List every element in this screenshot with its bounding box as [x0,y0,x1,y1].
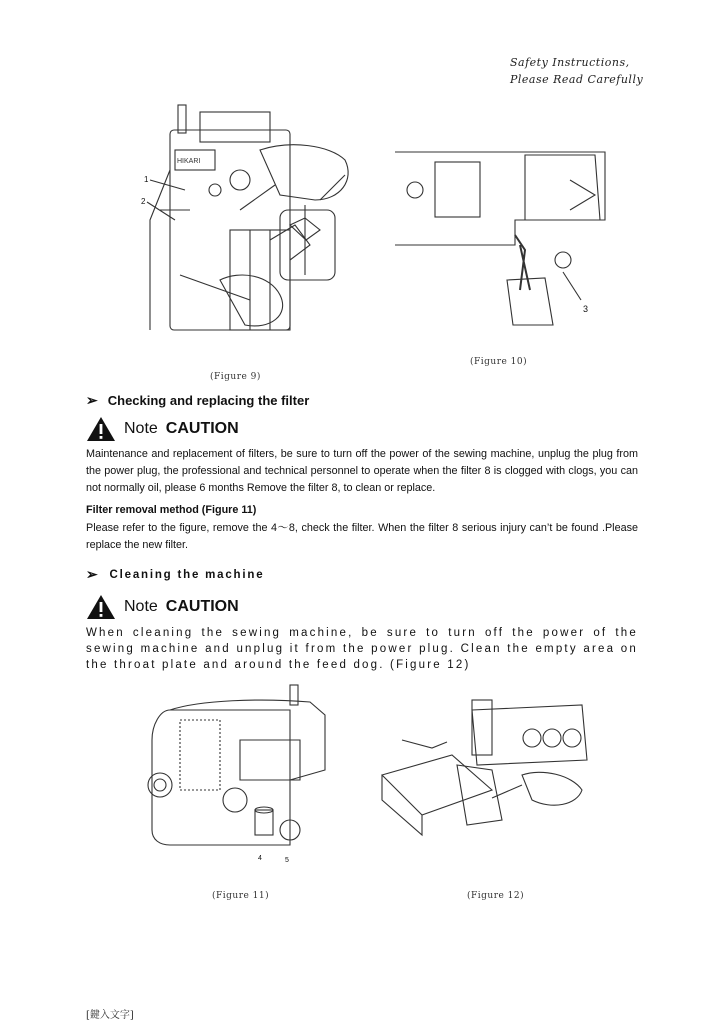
figure-10-illustration [395,150,610,330]
caution-notice-1 [86,416,239,442]
cleaning-paragraph: When cleaning the sewing machine, be sure to turn off the power of the sewing machine and unplug it from the power plug. Clean the empty area on the throat plate and around the feed dog. (Figure 12) [86,627,638,671]
fig9-callout-1: 1 [144,175,149,184]
filter-removal-paragraph: Please refer to the figure, remove the 4～8, check the filter. When the filter 8 serious injury can’t be found .Please replace the new filter. [86,522,638,551]
figure-11-caption: (Figure 11) [212,891,270,901]
caution-label: CAUTION [165,598,239,615]
arrow-bullet-icon: ➢ [86,566,100,582]
fig10-callout-3: 3 [583,304,589,314]
caution-notice-2 [86,594,239,620]
note-label: Note [124,420,158,437]
page-header [510,54,710,88]
fig11-callout-5: 5 [285,857,289,864]
arrow-bullet-icon: ➢ [86,392,98,408]
filter-removal-subheading: Filter removal method (Figure 11) [86,504,257,516]
section-heading-filter-text: Checking and replacing the filter [107,393,310,408]
note-label: Note [124,598,158,615]
fig9-brand: HIKARI [177,158,201,165]
figure-12-illustration [372,680,590,840]
section-heading-filter [86,392,309,409]
fig9-callout-2: 2 [141,197,146,206]
header-line-2: Please Read Carefully [510,73,644,86]
fig11-callout-4: 4 [258,855,262,862]
section-heading-cleaning [86,566,264,583]
header-line-1: Safety Instructions, [510,56,630,69]
section-heading-cleaning-text: Cleaning the machine [109,568,265,581]
figure-10-caption: (Figure 10) [470,357,528,367]
warning-icon [86,594,116,620]
figure-12-caption: (Figure 12) [467,891,525,901]
filter-maintenance-paragraph: Maintenance and replacement of filters, be sure to turn off the power of the sewing machine, unplug the plug from the power plug, the professional and technical personnel to operate when the filter 8 is clogged with clogs, you can not normally oil, please 6 months Remove the filter 8, to clean or replace. [86,448,638,494]
warning-icon [86,416,116,442]
figure-11-illustration [140,680,340,870]
page-footer: [鍵入文字] [86,1010,134,1021]
figure-9-illustration [130,100,360,350]
figure-9-caption: (Figure 9) [210,372,261,382]
caution-label: CAUTION [165,420,239,437]
